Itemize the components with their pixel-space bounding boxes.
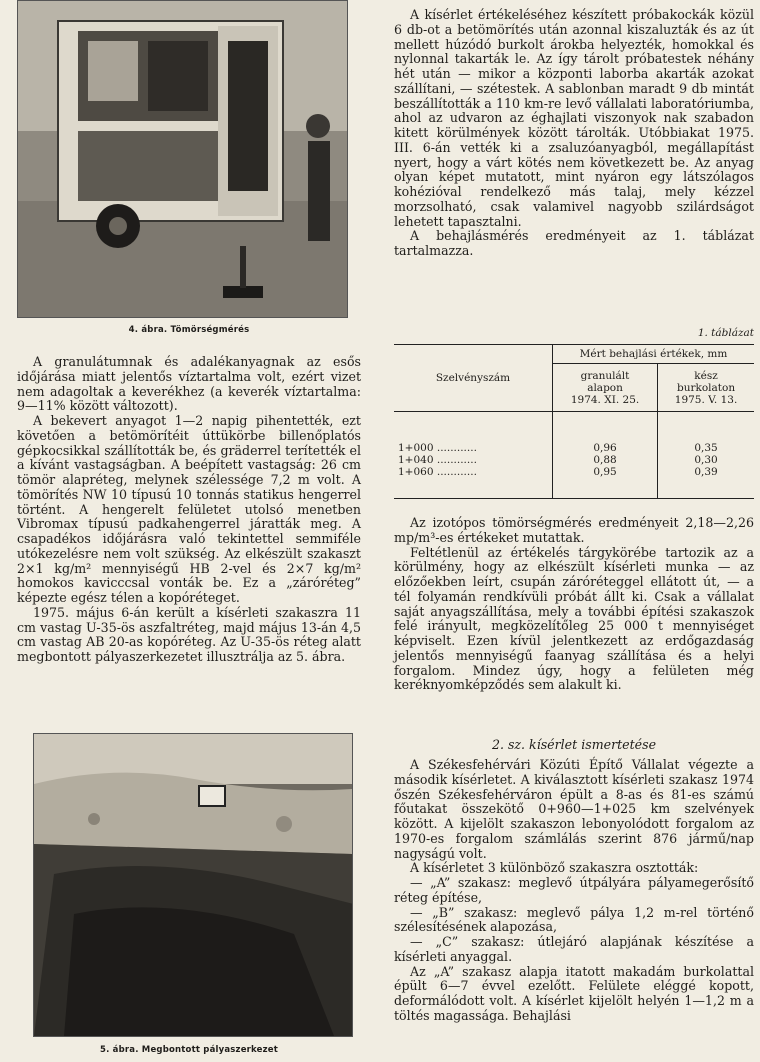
paragraph: — „B” szakasz: meglevő pálya 1,2 m-rel történő szélesítésének alapozása,	[394, 904, 754, 935]
table-sub-header: granulált alapon 1974. XI. 25.	[553, 364, 658, 412]
paragraph: A granulátumnak és adalékanyagnak az esős időjárása miatt jelentős víztartalma volt, ezért vizet nem adagoltak a keverékhez (a keverék víztartalma: 9—11% között változott).	[17, 354, 361, 414]
table-row: 1+000 ............ 0,96 0,35	[394, 412, 754, 455]
figure-5-caption: 5. ábra. Megbontott pályaszerkezet	[99, 1045, 279, 1055]
right-text-block-2	[394, 516, 754, 693]
paragraph: 1975. május 6-án került a kísérleti szakaszra 11 cm vastag U-35-ös aszfaltréteg, majd május 13-án 4,5 cm vastag AB 20-as kopóréteg. Az U-35-ös réteg alatt megbontott pályaszerkezetet illusztrálja az 5. ábra.	[17, 604, 361, 664]
paragraph: — „C” szakasz: útlejáró alapjának készítése a kísérleti anyaggal.	[394, 934, 754, 964]
paragraph: A kísérletet 3 különböző szakaszra osztották:	[410, 860, 699, 876]
section-title: 2. sz. kísérlet ismertetése	[491, 737, 657, 752]
figure-4-caption: 4. ábra. Tömörségmérés	[128, 325, 250, 335]
paragraph: — „A” szakasz: meglevő útpályára pályamegerősítő réteg építése,	[394, 875, 754, 905]
figure-5-image	[34, 734, 352, 1036]
table-1	[394, 344, 754, 499]
figure-4-photo	[17, 0, 348, 318]
figure-5-photo	[33, 733, 353, 1037]
paragraph: A bekevert anyagot 1—2 napig pihentették, ezt követően a betömörítéit úttükörbe billenőplatós gépkocsikkal szállították be, és gräderrel terítették el a kívánt vastagságban. A beépített vastagság: 26 cm tömör alapréteg, melynek szélessége 7,2 m volt. A tömörítés NW 10 típusú 10 tonnás statikus hengerrel történt. A hengerelt felületet utolsó menetben Vibromax típusú padkahengerrel járatták meg. A csapadékos időjárásra való tekintettel semmiféle utókezelésre nem volt szükség. Az elkészült szakaszt 2×1 kg/m² mennyiségű HB 2-vel és 2×7 kg/m² homokos kavicccsal vonták be. Ez a „záróréteg” képezte egész télen a kopóréteget.	[17, 413, 361, 605]
paragraph: A behajlásmérés eredményeit az 1. táblázat tartalmazza.	[394, 228, 754, 258]
table-row: 1+040 ............ 0,88 0,30	[394, 454, 754, 466]
paragraph: Az „A” szakasz alapja itatott makadám burkolattal épült 6—7 évvel ezelőtt. Felülete eléggé kopott, deformálódott volt. A kísérlet kijelölt helyén 1—1,2 m a töltés magassága. Behajlási	[394, 963, 754, 1023]
left-text-block-1	[17, 355, 361, 665]
paragraph: Az izotópos tömörségmérés eredményeit 2,18—2,26 mp/m³-es értékeket mutattak.	[394, 515, 754, 545]
right-text-block-1	[394, 8, 754, 259]
figure-4-image	[18, 1, 347, 317]
table-group-header: Mért behajlási értékek, mm	[553, 345, 755, 364]
table-col-header: Szelvényszám	[394, 345, 553, 412]
paragraph: Feltétlenül az értékelés tárgykörébe tartozik az a körülmény, hogy az elkészült kísérleti munka — az előzőekben leírt, csupán záróréteggel ellátott út, — a tél folyamán rendkívüli próbát állt ki. Csak a vállalat saját anyagszállítása, mely a további építési szakaszok felé irányult, megközelítőleg 25 000 t mennyiséget képviselt. Ezen kívül jelentkezett az erdőgazdaság jelentős mennyiségű faanyag szállítása és a helyi forgalom. Mindez úgy, hogy a felületen még keréknyomképződés sem alakult ki.	[394, 544, 754, 693]
right-text-block-3	[394, 758, 754, 1024]
paragraph: A Székesfehérvári Közúti Építő Vállalat végezte a második kísérletet. A kiválasztott kísérleti szakasz 1974 őszén Székesfehérváron épült a 8-as és 81-es számú főutakat összekötő 0+960—1+025 km szelvények között. A kijelölt szakaszon lebonyolódott forgalom az 1970-es forgalom számlálás szerint 876 jármű/nap nagyságú volt.	[394, 757, 754, 861]
table-sub-header: kész burkolaton 1975. V. 13.	[658, 364, 754, 412]
paragraph: A kísérlet értékeléséhez készített próbakockák közül 6 db-ot a betömörítés után azonnal kiszaluzták és az út mellett húzódó burkolt árokba helyezték, homokkal és nylonnal takarták le. Az így tárolt próbatestek néhány hét után — mikor a központi laborba akarták azokat szállítani, — szétestek. A sablonban maradt 9 db mintát beszállították a 110 km-re levő vállalati laboratóriumba, ahol az udvaron az éghajlati viszonyok nak szabadon kitett körülmények között tárolták. Utóbbiakat 1975. III. 6-án vették ki a zsaluzóanyagból, megállapítást nyert, hogy a várt kötés nem következett be. Az anyag olyan képet mutatott, mint nyáron egy látszólagos kohézióval rendelkező más talaj, mely kézzel morzsolható, csak valamivel nagyobb szilárdságot lehetett tapasztalni.	[394, 7, 754, 229]
table-1-title: 1. táblázat	[697, 327, 754, 339]
table-row: 1+060 ............ 0,95 0,39	[394, 466, 754, 499]
